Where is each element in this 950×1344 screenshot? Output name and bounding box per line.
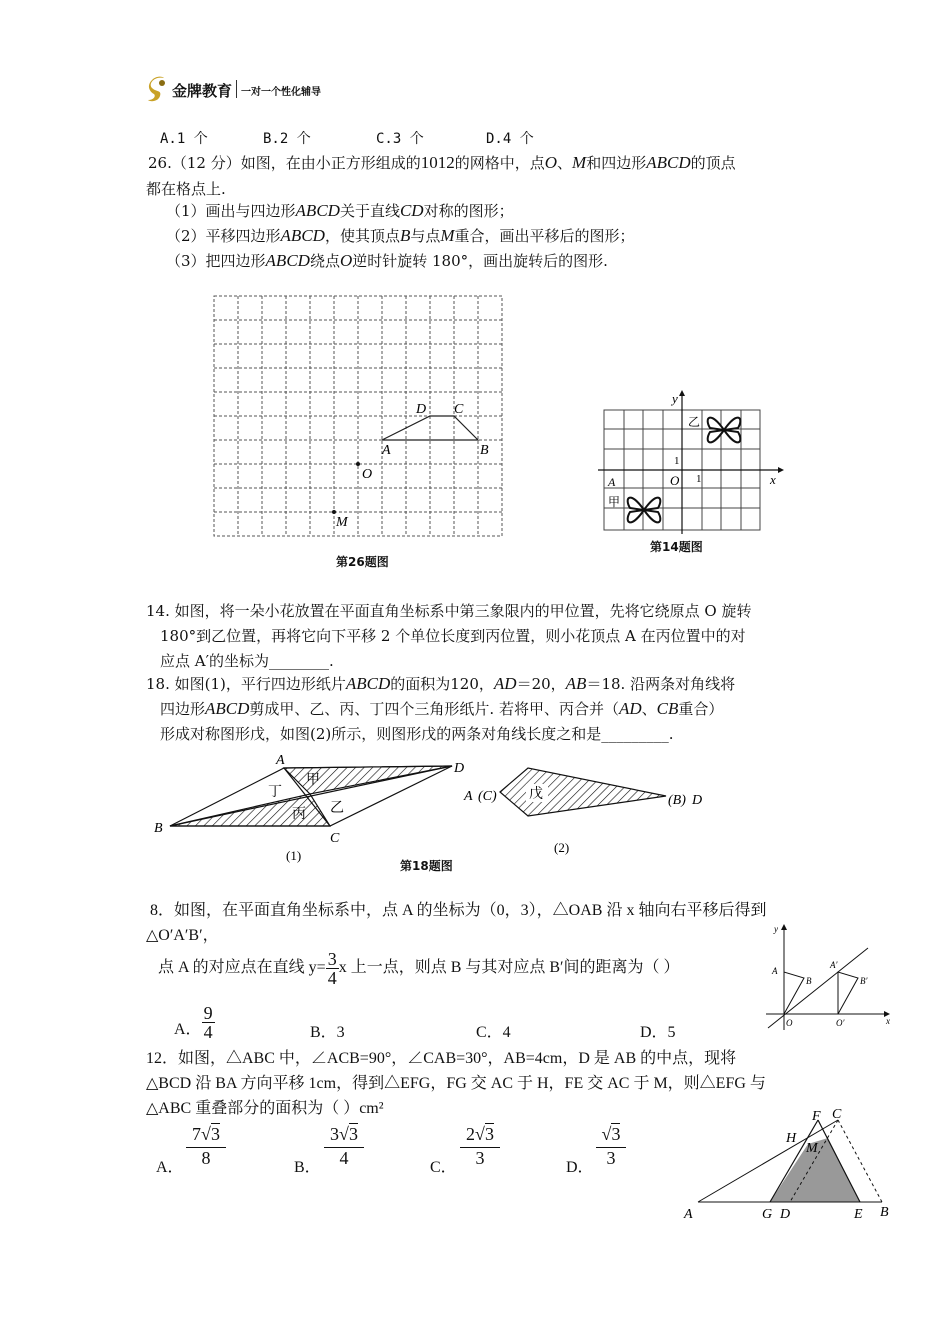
q8-figure <box>760 920 900 1036</box>
q18-label-b: B <box>154 821 163 836</box>
q8-option-c: C．4 <box>476 1024 511 1041</box>
q8-tri-oab-prime <box>838 972 858 1014</box>
fig14-figure <box>592 388 792 538</box>
q12-options: A． 7√3 8 B． 3√3 4 C． 2√3 3 D． √3 3 <box>156 1124 646 1180</box>
q18-label-jia: 甲 <box>306 773 320 788</box>
q8-y-arrow <box>781 924 787 930</box>
q12-line3: △ABC 重叠部分的面积为（ ）cm² <box>146 1100 384 1117</box>
q26-sub2: （2）平移四边形ABCD，使其顶点B与点M重合，画出平移后的图形； <box>166 226 635 245</box>
q18-label-yi: 乙 <box>330 801 344 816</box>
q12-line2: △BCD 沿 BA 方向平移 1cm，得到△EFG，FG 交 AC 于 H，FE 交 AC 于 M，则△EFG 与 <box>146 1075 766 1092</box>
q26-sub1: （1）画出与四边形ABCD关于直线CD对称的图形； <box>166 201 514 220</box>
q8-label-a2: A′ <box>830 960 838 970</box>
q8-label-o: O <box>786 1018 793 1028</box>
header-divider <box>236 80 237 98</box>
q12-label-m: M <box>806 1141 818 1156</box>
q26-point-m <box>332 510 336 514</box>
q26-label-b: B <box>480 443 489 458</box>
q14-line2: 180°到乙位置，再将它向下平移 2 个单位长度到丙位置，则小花顶点 A 在丙位置中的对 <box>160 627 746 645</box>
q26-label-c: C <box>454 402 464 417</box>
q12-label-h: H <box>786 1131 797 1146</box>
fig14-y-arrow <box>679 390 685 396</box>
q8-label-b: B <box>806 976 812 986</box>
q12-label-c: C <box>832 1107 842 1122</box>
q26-line1: 26.（12 分）如图，在由小正方形组成的1012的网格中，点O、M和四边形ABCD的顶点 <box>148 153 736 172</box>
fig14-flower-jia <box>628 498 661 523</box>
q18-label-a2: A <box>464 789 473 804</box>
q8-option-d: D．5 <box>640 1024 676 1041</box>
q18-label-b2: (B) <box>668 793 686 808</box>
prev-option-c: C.3 个 <box>376 131 424 147</box>
prev-option-d: D.4 个 <box>486 131 534 147</box>
q18-line2: 四边形ABCD剪成甲、乙、丙、丁四个三角形纸片. 若将甲、丙合并（AD、CB重合） <box>160 699 724 718</box>
q8-option-b: B．3 <box>310 1024 345 1041</box>
fig14-label-x: x <box>770 472 776 487</box>
q26-label-d: D <box>416 402 427 417</box>
q18-shape-wu <box>500 768 666 816</box>
q12-label-a: A <box>684 1207 693 1222</box>
q26-grid-figure <box>210 292 510 542</box>
q26-label-a: A <box>382 443 391 458</box>
q26-fig-caption: 第26题图 <box>336 555 389 569</box>
q18-figure <box>150 752 720 872</box>
fig14-label-one-x: 1 <box>696 473 702 485</box>
fig14-x-arrow <box>778 467 784 473</box>
q18-fig-caption: 第18题图 <box>400 859 453 873</box>
q18-label-bing: 丙 <box>292 807 306 822</box>
fig14-caption: 第14题图 <box>650 540 703 554</box>
q8-line3: 点 A 的对应点在直线 y= $\frac{3}{4}$ x 上一点，则点 B 与其对应点 B′间的距离为（ ） <box>158 949 680 988</box>
q12-label-g: G <box>762 1207 773 1222</box>
brand-name: 金牌教育 <box>172 82 233 100</box>
q8-label-b2: B′ <box>860 976 868 986</box>
q8-slope-fraction: $\frac{3}{4}$ <box>327 949 337 988</box>
q14-line1: 14. 如图，将一朵小花放置在平面直角坐标系中第三象限内的甲位置，先将它绕原点 O 旋转 <box>146 602 752 620</box>
fig14-label-y: y <box>672 391 678 406</box>
q12-label-d: D <box>780 1207 791 1222</box>
fig14-label-a: A <box>608 475 616 489</box>
q26-line2: 都在格点上. <box>146 180 226 198</box>
fig14-label-jia: 甲 <box>608 495 621 509</box>
q12-label-e: E <box>854 1207 863 1222</box>
q18-label-c: C <box>330 831 340 846</box>
q8-options <box>174 998 694 1042</box>
q8-line1: 8．如图，在平面直角坐标系中，点 A 的坐标为（0，3），△OAB 沿 x 轴向右平移后得到 <box>150 902 767 919</box>
q18-sub1: (1) <box>286 848 302 863</box>
q26-sub3: （3）把四边形ABCD绕点O逆时针旋转 180°，画出旋转后的图形. <box>166 251 608 270</box>
q18-label-wu: 戊 <box>529 787 543 802</box>
q18-label-d: D <box>454 761 465 776</box>
brand-logo-icon <box>146 74 168 104</box>
q18-sub2: (2) <box>554 840 570 855</box>
prev-option-b: B.2 个 <box>263 131 311 147</box>
q26-label-m: M <box>336 515 348 530</box>
q8-option-a: A． $\frac{9}{4}$ <box>174 1003 213 1042</box>
q12-figure <box>678 1100 908 1230</box>
q8-label-o2: O′ <box>836 1018 845 1028</box>
q8-label-y: y <box>774 924 778 934</box>
q12-line1: 12．如图，△ABC 中，∠ACB=90°，∠CAB=30°，AB=4cm，D 是 AB 的中点，现将 <box>146 1050 737 1067</box>
q8-line2: △O′A′B′， <box>146 927 219 944</box>
fig14-label-o: O <box>670 473 680 488</box>
q8-label-a: A <box>772 966 778 976</box>
prev-option-a: A.1 个 <box>160 131 208 147</box>
q26-label-o: O <box>362 467 373 482</box>
brand-slogan: 一对一个性化辅导 <box>241 87 321 98</box>
q12-label-f: F <box>812 1109 821 1124</box>
q18-label-a: A <box>276 753 285 768</box>
fig14-label-one-y: 1 <box>674 455 680 467</box>
q26-point-o <box>356 462 360 466</box>
q12-label-b: B <box>880 1205 889 1220</box>
q18-label-ding: 丁 <box>268 785 282 800</box>
q18-label-c2: (C) <box>478 789 497 804</box>
q14-line3: 应点 A′的坐标为________. <box>160 652 334 670</box>
q18-line3: 形成对称图形戊，如图(2)所示，则图形戊的两条对角线长度之和是_________. <box>160 725 674 743</box>
fig14-flower-yi <box>708 418 741 443</box>
q18-label-d2: D <box>692 793 703 808</box>
q18-line1: 18. 如图(1)，平行四边形纸片ABCD的面积为120，AD＝20，AB＝18. 沿两条对角线将 <box>146 674 736 693</box>
q8-label-x: x <box>886 1016 890 1026</box>
fig14-label-yi: 乙 <box>688 415 701 429</box>
